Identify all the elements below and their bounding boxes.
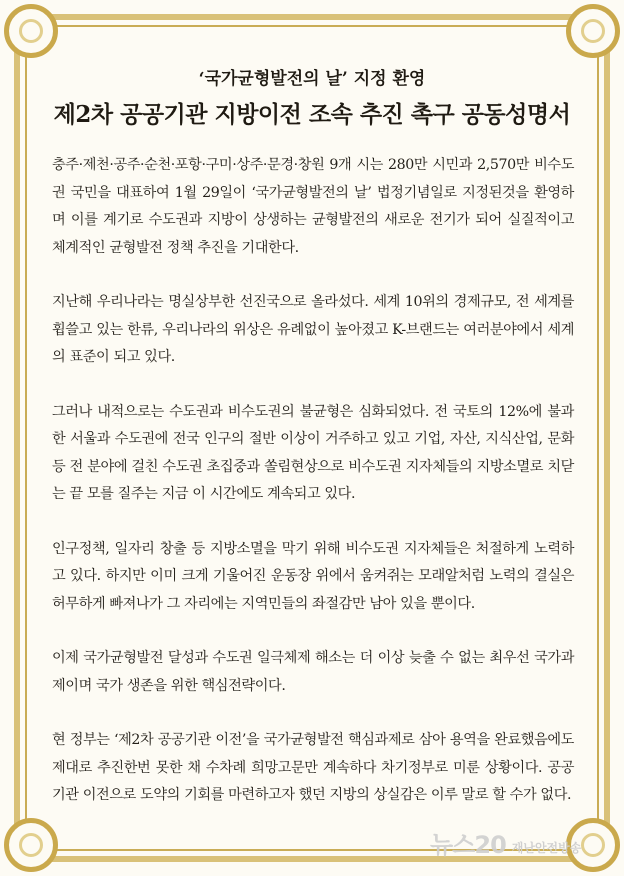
paragraph: 이제 국가균형발전 달성과 수도권 일극체제 해소는 더 이상 늦출 수 없는 최우선 국가과제이며 국가 생존을 위한 핵심전략이다. [52, 650, 574, 694]
paragraph: 충주·제천·공주·순천·포항·구미·상주·문경·창원 9개 시는 280만 시민과 2,570만 비수도권 국민을 대표하여 1월 29일이 ‘국가균형발전의 날’ 법정기념일로 지정된것을 환영하며 이를 계기로 수도권과 지방이 상생하는 균형발전의 새로운 전기가 되어 실질적이고 체계적인 균형발전 정책 추진을 기대한다. [52, 157, 574, 256]
paragraph: 현 정부는 ‘제2차 공공기관 이전’을 국가균형발전 핵심과제로 삼아 용역을 완료했음에도 제대로 추진한번 못한 채 수차례 희망고문만 계속하다 차기정부로 미룬 상황이다. 공공기관 이전으로 도약의 기회를 마련하고자 했던 지방의 상실감은 이루 말로 할 수가 없다. [52, 732, 574, 803]
document-body [52, 152, 574, 837]
watermark-logo: 뉴스20 [430, 831, 506, 859]
paragraph: 인구정책, 일자리 창출 등 지방소멸을 막기 위해 비수도권 지자체들은 처절하게 노력하고 있다. 하지만 이미 크게 기울어진 운동장 위에서 움켜쥐는 모래알처럼 노력의 결실은 허무하게 빠져나가 그 자리에는 지역민들의 좌절감만 남아 있을 뿐이다. [52, 540, 574, 612]
corner-ornament-icon [566, 4, 620, 58]
document-title: 제2차 공공기관 지방이전 조속 추진 촉구 공동성명서 [53, 101, 571, 128]
paragraph: 그러나 내적으로는 수도권과 비수도권의 불균형은 심화되었다. 전 국토의 12%에 불과한 서울과 수도권에 전국 인구의 절반 이상이 거주하고 있고 기업, 자산, 지식산업, 문화 등 전 분야에 걸친 수도권 초집중과 쏠림현상으로 비수도권 지자체들의 지방소멸로 치닫는 끝 모를 질주는 지금 이 시간에도 계속되고 있다. [52, 403, 574, 502]
watermark-subtitle: 재난안전방송 [511, 841, 582, 855]
paragraph: 지난해 우리나라는 명실상부한 선진국으로 올라섰다. 세계 10위의 경제규모, 전 세계를 휩쓸고 있는 한류, 우리나라의 위상은 유례없이 높아졌고 K-브랜드는 여러분야에서 세계의 표준이 되고 있다. [52, 294, 574, 365]
corner-ornament-icon [4, 4, 58, 58]
document-subtitle: ‘국가균형발전의 날’ 지정 환영 [198, 69, 426, 89]
watermark [430, 830, 581, 860]
corner-ornament-icon [4, 818, 58, 872]
